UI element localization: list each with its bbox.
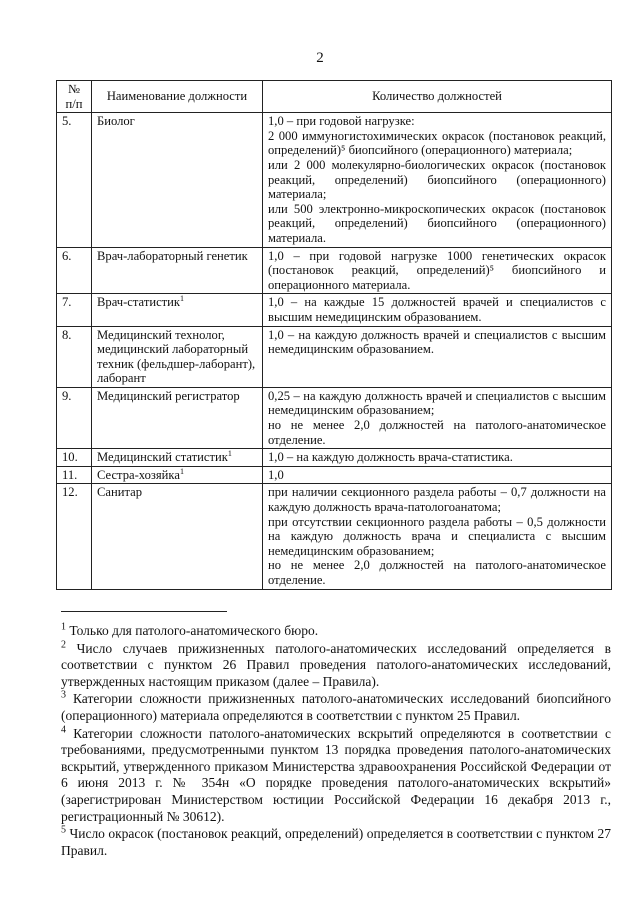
quantity-line: 1,0 – на каждую должность врача-статистика. <box>268 450 513 465</box>
position-name <box>92 294 263 326</box>
row-number: 10. <box>57 449 92 467</box>
table-row <box>57 294 612 326</box>
position-name <box>92 113 263 247</box>
position-quantity <box>263 294 612 326</box>
footnote-separator <box>61 611 227 612</box>
quantity-line: 0,25 – на каждую должность врачей и специалистов с высшим немедицинским образованием; <box>268 388 606 418</box>
quantity-line: 1,0 – на каждую должность врачей и специалистов с высшим немедицинским образованием. <box>268 327 606 357</box>
row-number: 8. <box>57 326 92 387</box>
position-name <box>92 466 263 484</box>
row-number: 5. <box>57 113 92 247</box>
quantity-line: 1,0 – на каждые 15 должностей врачей и специалистов с высшим немедицинским образованием. <box>268 295 606 324</box>
table-row <box>57 466 612 484</box>
row-number: 11. <box>57 466 92 484</box>
position-name <box>92 484 263 589</box>
position-quantity <box>263 326 612 387</box>
footnote-mark: 5 <box>61 824 66 836</box>
header-quantity: Количество должностей <box>263 81 612 113</box>
table-row <box>57 449 612 467</box>
position-name <box>92 326 263 387</box>
position-name-text: Медицинский регистратор <box>97 388 240 403</box>
table-row <box>57 247 612 294</box>
table-row <box>57 326 612 387</box>
footnote <box>61 826 611 859</box>
footnote-ref: 1 <box>180 294 185 304</box>
staff-table <box>56 80 612 590</box>
position-quantity <box>263 247 612 294</box>
quantity-line: но не менее 2,0 должностей на патолого-анатомическое отделение. <box>268 418 606 447</box>
position-name-text: Врач-лабораторный генетик <box>97 248 248 263</box>
header-num: № п/п <box>57 81 92 113</box>
footnote-text: Категории сложности патолого-анатомических вскрытий определяются в соответствии с требованиями, предусмотренными пунктом 13 порядка проведения патолого-анатомических вскрытий, утвержденного приказом Министерства здравоохранения Российской Федерации от 6 июня 2013 г. № 354н «О порядке проведения патолого-анатомических вскрытий» (зарегистрирован Министерством юстиции Российской Федерации 16 декабря 2013 г., регистрационный № 30612). <box>61 725 612 824</box>
footnote-mark: 1 <box>61 621 66 633</box>
position-quantity <box>263 449 612 467</box>
table-row <box>57 387 612 448</box>
quantity-line: или 500 электронно-микроскопических окрасок (постановок реакций, определений) биопсийного (операционного) материала. <box>268 201 606 245</box>
footnote <box>61 726 611 826</box>
footnote-text: Категории сложности прижизненных патолого-анатомических исследований биопсийного (операционного) материала определяются в соответствии с пунктом 25 Правил. <box>61 691 612 723</box>
position-name-text: Врач-статистик <box>97 295 181 310</box>
table-body <box>57 113 612 589</box>
position-name-text: Биолог <box>97 114 135 129</box>
position-quantity <box>263 466 612 484</box>
quantity-line: но не менее 2,0 должностей на патолого-анатомическое отделение. <box>268 558 606 587</box>
row-number: 9. <box>57 387 92 448</box>
position-name-text: Медицинский статистик <box>97 450 228 465</box>
row-number: 6. <box>57 247 92 294</box>
footnote-text: Число окрасок (постановок реакций, определений) определяется в соответствии с пунктом 27 Правил. <box>61 826 612 858</box>
row-number: 12. <box>57 484 92 589</box>
position-name-text: Медицинский технолог, медицинский лабораторный техник (фельдшер-лаборант), лаборант <box>97 327 256 386</box>
footnote-text: Только для патолого-анатомического бюро. <box>69 623 319 638</box>
table-row <box>57 484 612 589</box>
footnote <box>61 623 611 640</box>
position-quantity <box>263 484 612 589</box>
footnote-text: Число случаев прижизненных патолого-анатомических исследований определяется в соответствии с пунктом 26 Правил проведения патолого-анатомических исследований, утвержденных настоящим приказом (далее – Правила). <box>61 640 611 689</box>
quantity-line: 1,0 – при годовой нагрузке: <box>268 114 415 129</box>
quantity-line: или 2 000 молекулярно-биологических окрасок (постановок реакций, определений) биопсийного (операционного) материала; <box>268 157 606 202</box>
footnote-ref: 1 <box>227 449 232 459</box>
table-header-row <box>57 81 612 113</box>
position-name <box>92 247 263 294</box>
footnote-mark: 3 <box>61 689 66 701</box>
header-position: Наименование должности <box>92 81 263 113</box>
footnote <box>61 691 611 724</box>
table-row <box>57 113 612 247</box>
position-name <box>92 449 263 467</box>
footnote-mark: 2 <box>61 639 66 651</box>
quantity-line: 1,0 <box>268 467 284 482</box>
footnote-mark: 4 <box>61 724 66 736</box>
quantity-line: 1,0 – при годовой нагрузке 1000 генетических окрасок (постановок реакций, определений)⁵ биопсийного и операционного материала. <box>268 248 606 292</box>
position-name-text: Санитар <box>97 485 143 500</box>
footnote <box>61 641 611 691</box>
footnotes <box>61 623 611 860</box>
position-quantity <box>263 113 612 247</box>
row-number: 7. <box>57 294 92 326</box>
position-name <box>92 387 263 448</box>
quantity-line: при отсутствии секционного раздела работы – 0,5 должности на каждую должность врача и специалиста с высшим немедицинским образованием; <box>268 514 606 558</box>
footnote-ref: 1 <box>179 466 184 476</box>
page-number: 2 <box>316 50 324 66</box>
position-quantity <box>263 387 612 448</box>
quantity-line: при наличии секционного раздела работы – 0,7 должности на каждую должность врача-патологоанатома; <box>268 485 606 515</box>
position-name-text: Сестра-хозяйка <box>97 467 180 482</box>
quantity-line: 2 000 иммуногистохимических окрасок (постановок реакций, определений)⁵ биопсийного (операционного) материала; <box>268 128 606 158</box>
